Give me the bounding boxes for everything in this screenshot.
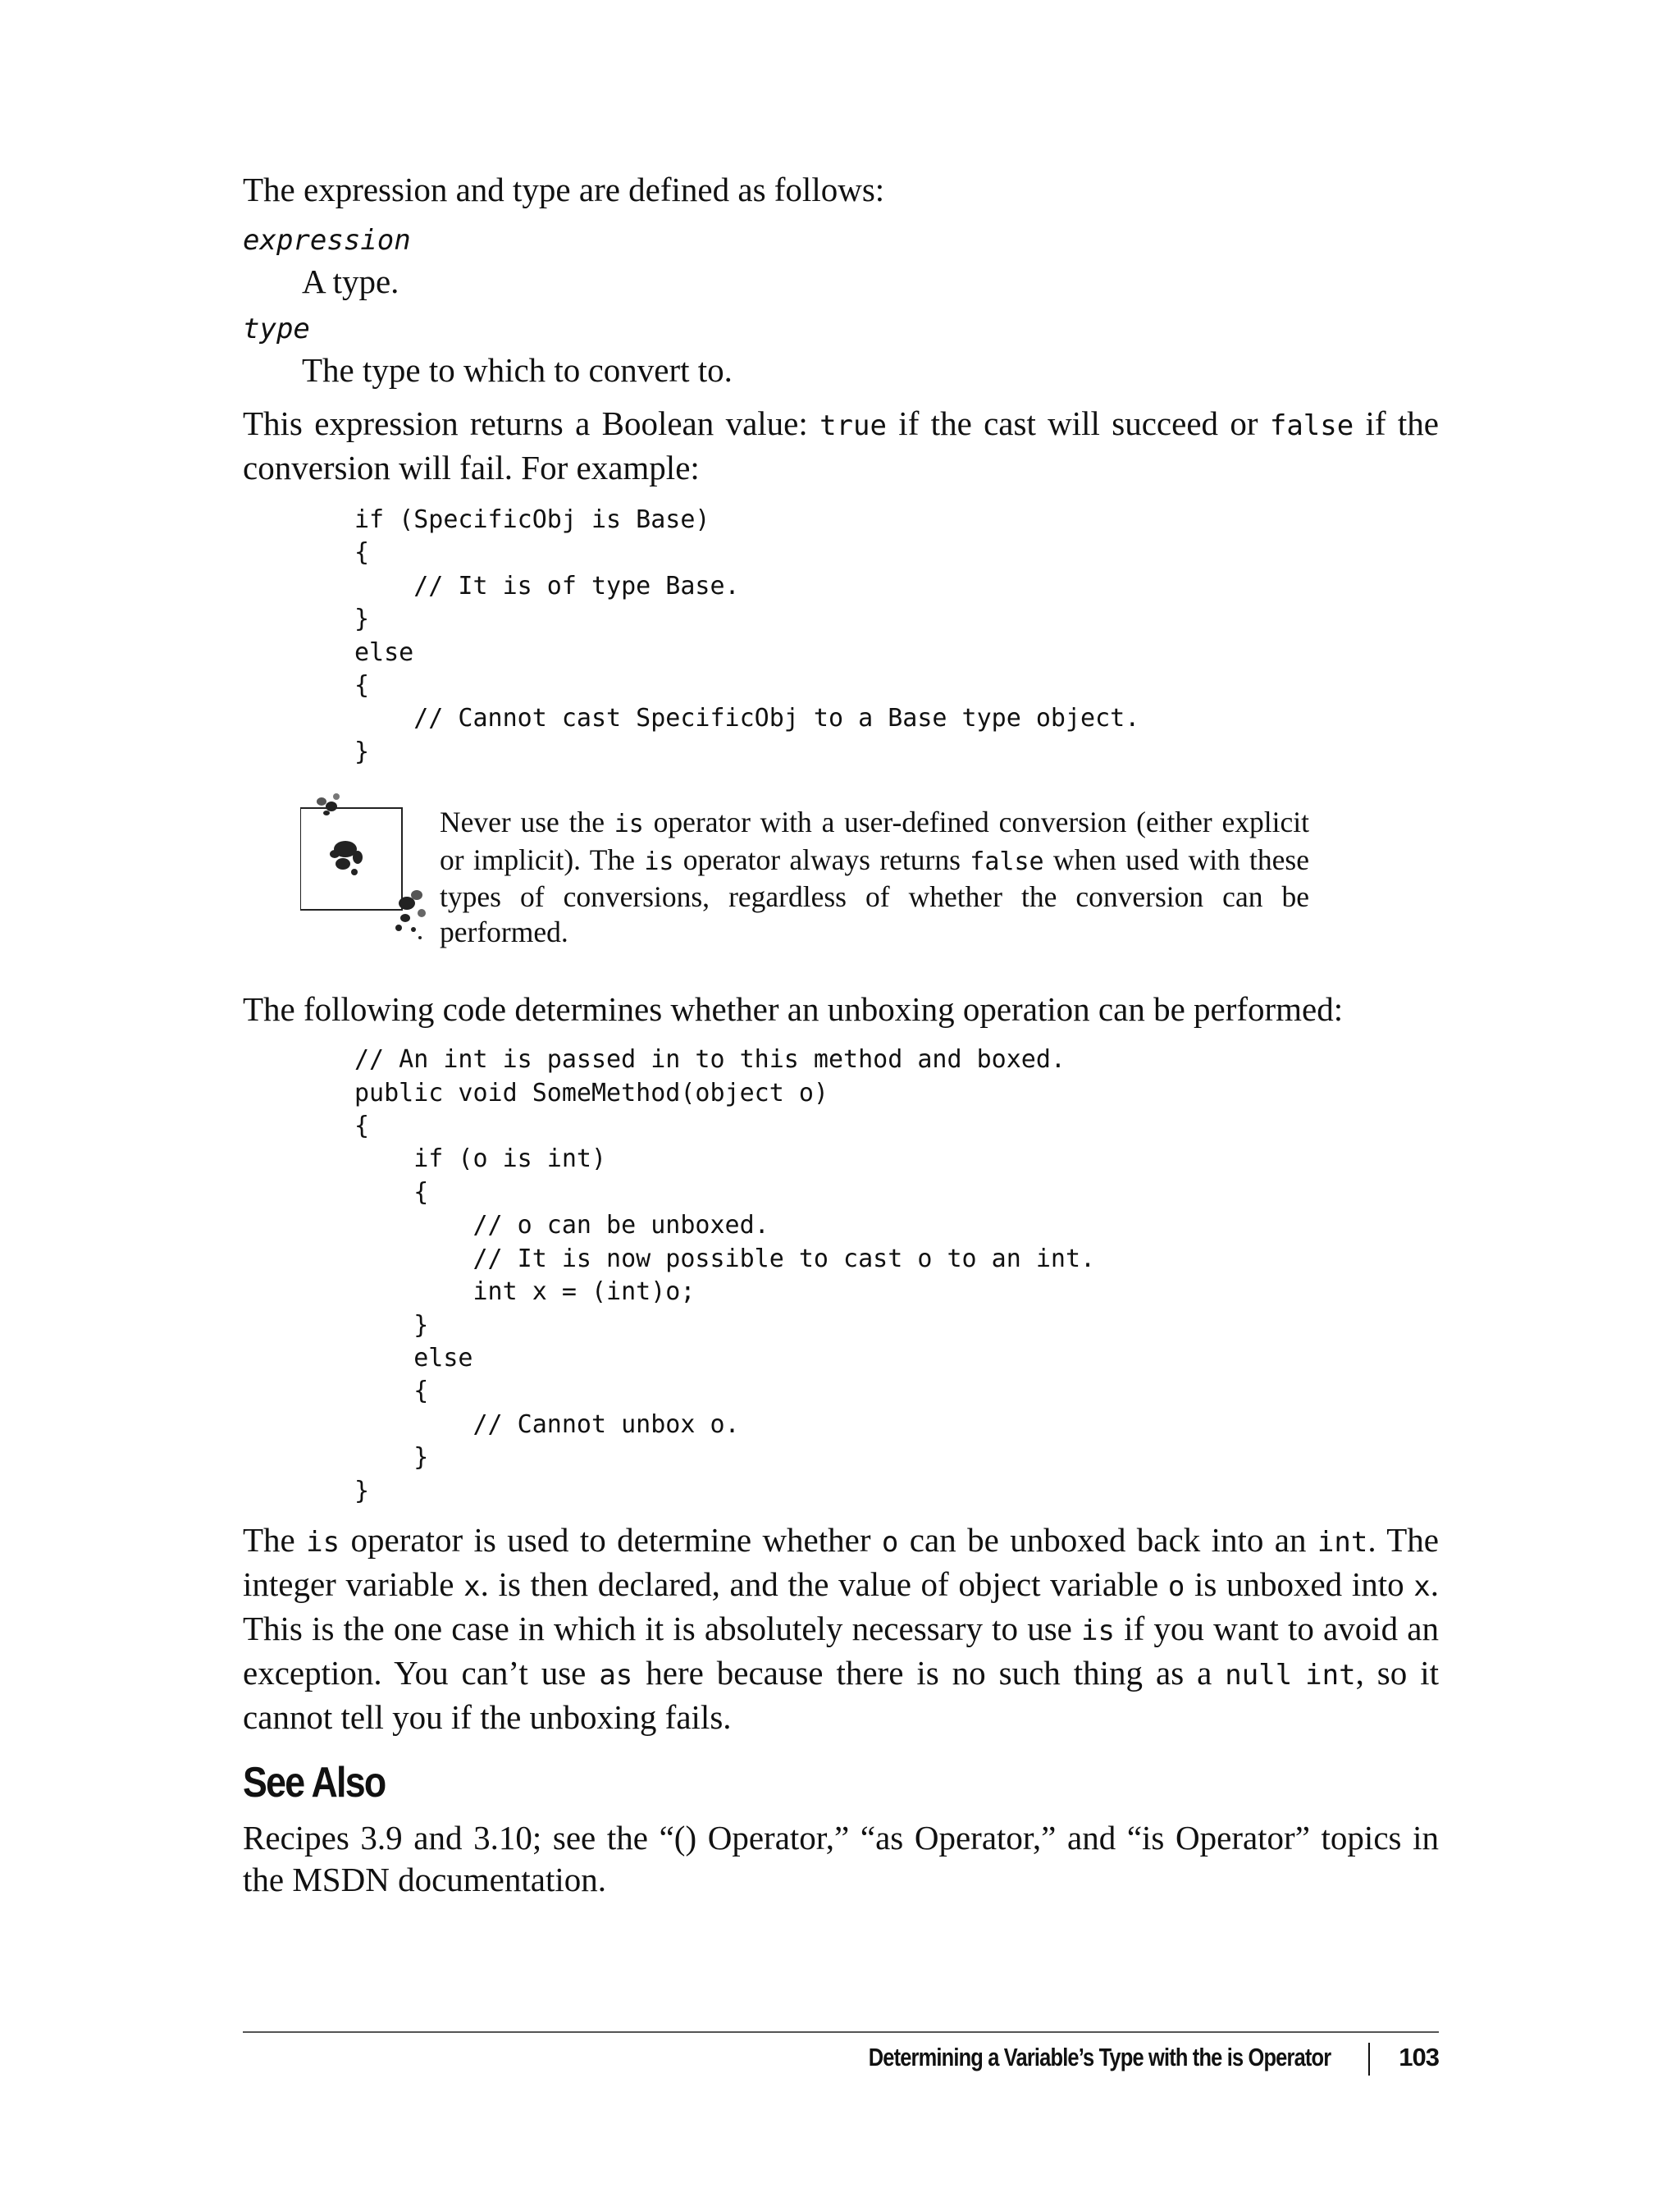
text-run: The (243, 1520, 307, 1559)
text-run: operator always returns (673, 843, 970, 876)
inline-code: o (881, 1525, 899, 1559)
code-block-unboxing: // An int is passed in to this method and boxed. public void SomeMethod(object o) { if (o is int) { // o can be unboxed. // It is now possible to cast o to an int. int x = (int)o; } else { // Cannot unbox o. } } (354, 1045, 1096, 1505)
boolean-paragraph (243, 403, 1439, 489)
definition-desc: A type. (302, 263, 399, 300)
inline-code: false (970, 847, 1044, 876)
text-run: is unboxed into (1185, 1564, 1414, 1603)
footer-separator (1368, 2043, 1370, 2076)
text-run: This expression returns a Boolean value: (243, 404, 820, 442)
text-run: . is then declared, and the value of object variable (480, 1564, 1168, 1603)
definition-list (243, 221, 1439, 391)
inline-code: as (599, 1658, 633, 1692)
inline-code: null (1225, 1658, 1293, 1692)
is-operator-paragraph (243, 1519, 1439, 1738)
text-run: if the conversion will fail. For example: (243, 404, 1439, 486)
definition-term: expression (243, 224, 411, 257)
inline-code: true (819, 409, 887, 442)
see-also-paragraph: Recipes 3.9 and 3.10; see the “() Operator,” “as Operator,” and “is Operator” topics in the MSDN documentation. (243, 1818, 1439, 1898)
definition-term: type (243, 313, 310, 345)
tip-note (243, 790, 1439, 954)
text-run: if you want to avoid an exception. You can’t use (243, 1609, 1439, 1692)
inline-code: is (644, 847, 674, 876)
see-also-heading: See Also (243, 1758, 386, 1806)
unboxing-intro-paragraph: The following code determines whether an unboxing operation can be performed: (243, 990, 1344, 1029)
text-run: . The integer variable (243, 1520, 1439, 1603)
definition-desc: The type to which to convert to. (302, 351, 733, 389)
code-block-is-base: if (SpecificObj is Base) { // It is of type Base. } else { // Cannot cast SpecificObj to a Base type object. } (354, 505, 1140, 766)
text-run (1292, 1654, 1305, 1692)
text-run: , so it cannot tell you if the unboxing fails. (243, 1653, 1439, 1736)
text-run: if the cast will succeed or (886, 404, 1270, 442)
owl-tip-icon (300, 790, 431, 954)
text-run: . This is the one case in which it is absolutely necessary to use (243, 1564, 1439, 1647)
footer-rule (243, 2031, 1439, 2033)
tip-note-text (440, 805, 1309, 949)
text-run: operator with a user-defined conversion (either explicit or implicit). The (440, 806, 1309, 876)
inline-code: int (1305, 1658, 1356, 1692)
running-footer-title: Determining a Variable’s Type with the is Operator (868, 2043, 1331, 2071)
page-number: 103 (1399, 2043, 1439, 2071)
inline-code: x (463, 1569, 481, 1603)
inline-code: int (1317, 1525, 1368, 1559)
text-run: here because there is no such thing as a (632, 1653, 1226, 1692)
intro-paragraph: The expression and type are defined as follows: (243, 171, 885, 208)
inline-code: x (1413, 1569, 1431, 1603)
inline-code: o (1167, 1569, 1185, 1603)
page-footer (243, 2043, 1439, 2079)
inline-code: false (1269, 409, 1354, 442)
text-run: Never use the (440, 806, 614, 839)
inline-code: is (1081, 1614, 1115, 1647)
inline-code: is (614, 810, 644, 839)
text-run: operator is used to determine whether (340, 1520, 882, 1559)
text-run: when used with these types of conversions, regardless of whether the conversion can be performed. (440, 843, 1309, 948)
inline-code: is (306, 1525, 340, 1559)
text-run: can be unboxed back into an (898, 1520, 1317, 1559)
page-content (243, 164, 1439, 1901)
